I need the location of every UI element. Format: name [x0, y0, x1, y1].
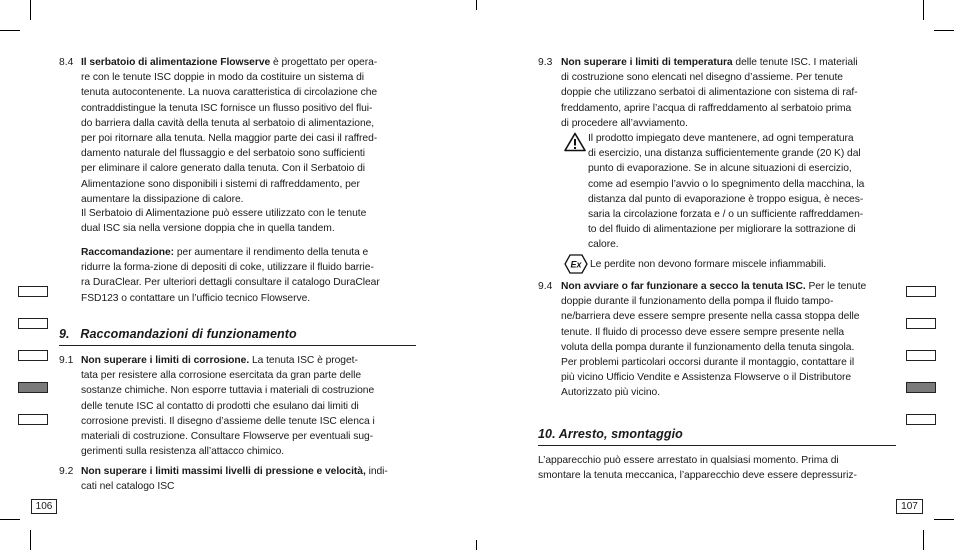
ex-symbol-text: Ex [570, 259, 582, 270]
text-line: contraddistingue la tenuta ISC fornisce un flusso positivo del flui- [81, 102, 373, 114]
text-line: di costruzione sono elencati nel disegno d’assieme. Per tenute [561, 72, 843, 84]
section-8-4 [81, 55, 421, 207]
text-line: più vicino Ufficio Vendite e Assistenza Flowserve o il Distributore [561, 372, 852, 384]
text-line: Il serbatoio di alimentazione Flowserve è progettato per opera- [81, 57, 378, 68]
text-line: tenute. Il fluido di processo deve essere sempre presente nella [561, 326, 845, 338]
text-line: per poi ritornare alla tenuta. Nella maggior parte dei casi il raffred- [81, 133, 378, 145]
text-line: di esercizio, una distanza sufficientemente grande (20 K) dal [588, 148, 861, 160]
warning-note [588, 131, 908, 253]
section-title: Non superare i limiti di corrosione. [81, 355, 250, 366]
text-line: re con le tenute ISC doppie in modo da costituire un sistema di [81, 72, 365, 84]
text-line: Il Serbatoio di Alimentazione può essere utilizzato con le tenute [81, 208, 367, 219]
thumb-tab [18, 286, 48, 297]
section-title: Non superare i limiti di temperatura [561, 57, 733, 68]
crop-mark [476, 540, 477, 550]
text-line: gerimenti sulla resistenza all’attacco chimico. [81, 446, 285, 458]
text-line: Non superare i limiti di temperatura delle tenute ISC. I materiali [561, 57, 858, 68]
text-line: saria la circolazione forzata e / o un sufficiente raffreddamen- [588, 209, 864, 221]
section-9-2 [81, 464, 421, 494]
warning-triangle-icon [564, 132, 586, 152]
text-line: Autorizzato più vicino. [561, 387, 661, 399]
atex-ex-icon [564, 254, 588, 274]
text-line: punto di evaporazione. Se in alcune situazioni di esercizio, [588, 163, 852, 175]
text-line: tata per resistere alla corrosione esercitata da gran parte delle [81, 370, 362, 382]
text-line: Raccomandazione: per aumentare il rendimento della tenuta e [81, 247, 369, 258]
text-line: Non avviare o far funzionare a secco la tenuta ISC. Per le tenute [561, 281, 867, 292]
text-line: damento naturale del flussaggio e del serbatoio sono sufficienti [81, 148, 365, 160]
text-line: cati nel catalogo ISC [81, 481, 175, 493]
section-10-heading: 10. Arresto, smontaggio [538, 427, 683, 441]
section-number: 9.1 [59, 355, 74, 366]
text-line: materiali di costruzione. Consultare Flowserve per eventuali sug- [81, 431, 374, 443]
section-9-3 [561, 55, 901, 131]
crop-mark [923, 0, 924, 20]
crop-mark [30, 0, 31, 20]
text-line: corrosione previsti. Il disegno d’assieme delle tenute ISC elenca i [81, 415, 375, 427]
section-9-heading: 9. Raccomandazioni di funzionamento [59, 327, 297, 341]
text-line: ne/barriera deve essere sempre presente nella cassa stoppa delle [561, 311, 860, 323]
text-line: freddamento, aprire l’acqua di raffreddamento al serbatoio prima [561, 102, 852, 114]
text-line: smontare la tenuta meccanica, l’apparecchio deve essere depressuriz- [538, 470, 857, 482]
thumb-tab [906, 414, 936, 425]
section-number: 8.4 [59, 57, 74, 68]
thumb-tab-active [18, 382, 48, 393]
section-10-body [538, 453, 903, 483]
text-line: Il prodotto impiegato deve mantenere, ad ogni temperatura [588, 133, 854, 144]
text-line: dual ISC sia nella versione doppia che in quella tandem. [81, 223, 335, 235]
text-line: come ad esempio l’avvio o lo spegnimento della macchina, la [588, 178, 865, 190]
heading-rule [538, 445, 896, 446]
text-line: tenuta autocontenente. La nuova caratteristica di circolazione che [81, 87, 378, 99]
section-number: 9.2 [59, 466, 74, 477]
section-title: Il serbatoio di alimentazione Flowserve [81, 57, 271, 68]
text-line: distanza dal punto di evaporazione è troppo esigua, è neces- [588, 193, 864, 205]
text-line: voluta della pompa durante il funzionamento della tenuta singola. [561, 341, 855, 353]
text-line: to del fluido di alimentazione per migliorare la sottrazione di [588, 224, 856, 236]
crop-mark [923, 530, 924, 550]
text-line: doppie che utilizzano serbatoi di alimentazione con sistema di raf- [561, 87, 858, 99]
ex-note: Le perdite non devono formare miscele infiammabili. [590, 259, 827, 270]
crop-mark [0, 519, 20, 520]
section-title: Non superare i limiti massimi livelli di pressione e velocità, [81, 466, 366, 477]
crop-mark [934, 519, 954, 520]
thumb-tab [906, 286, 936, 297]
thumb-tab [906, 350, 936, 361]
thumb-tab [18, 414, 48, 425]
page-number-left: 106 [31, 499, 57, 514]
section-number: 9.3 [538, 57, 553, 68]
thumb-tab-active [906, 382, 936, 393]
thumb-tab [18, 318, 48, 329]
section-9-4 [561, 279, 901, 401]
page-number-right: 107 [896, 499, 923, 514]
text-line: L’apparecchio può essere arrestato in qualsiasi momento. Prima di [538, 455, 839, 466]
section-8-4-para2 [81, 206, 421, 236]
crop-mark [934, 30, 954, 31]
heading-rule [59, 345, 416, 346]
crop-mark [30, 530, 31, 550]
recommendation-label: Raccomandazione: [81, 247, 175, 258]
section-title: Non avviare o far funzionare a secco la tenuta ISC. [561, 281, 806, 292]
text-line: calore. [588, 239, 619, 251]
recommendation [81, 245, 421, 306]
text-line: aumentare la dissipazione di calore. [81, 193, 244, 205]
text-line: ra DuraClear. Per ulteriori dettagli consultare il catalogo DuraClear [81, 277, 380, 289]
text-line: di procedere all’avviamento. [561, 117, 688, 129]
text-line: per eliminare il calore generato dalla tenuta. Con il Serbatoio di [81, 163, 366, 175]
text-line: do barriera dalla cavità della tenuta al serbatoio di alimentazione, [81, 117, 375, 129]
section-number: 9.4 [538, 281, 553, 292]
text-line: delle tenute ISC al contatto di prodotti che esulano dai limiti di [81, 400, 359, 412]
crop-mark [476, 0, 477, 10]
text-line: FSD123 o contattare un l’ufficio tecnico Flowserve. [81, 292, 311, 304]
thumb-tab [906, 318, 936, 329]
text-line: Non superare i limiti massimi livelli di pressione e velocità, indi- [81, 466, 388, 477]
text-line: Non superare i limiti di corrosione. La tenuta ISC è proget- [81, 355, 358, 366]
text-line: sostanze chimiche. Non esporre tuttavia i materiali di costruzione [81, 385, 375, 397]
text-line: Per problemi particolari occorsi durante il montaggio, contattare il [561, 357, 855, 369]
crop-mark [0, 30, 20, 31]
text-line: Alimentazione sono disponibili i sistemi di raffreddamento, per [81, 178, 360, 190]
text-line: doppie durante il funzionamento della pompa il fluido tampo- [561, 296, 834, 308]
thumb-tab [18, 350, 48, 361]
text-line: ridurre la forma-zione di depositi di coke, utilizzare il fluido barrie- [81, 262, 374, 274]
section-9-1 [81, 353, 421, 459]
